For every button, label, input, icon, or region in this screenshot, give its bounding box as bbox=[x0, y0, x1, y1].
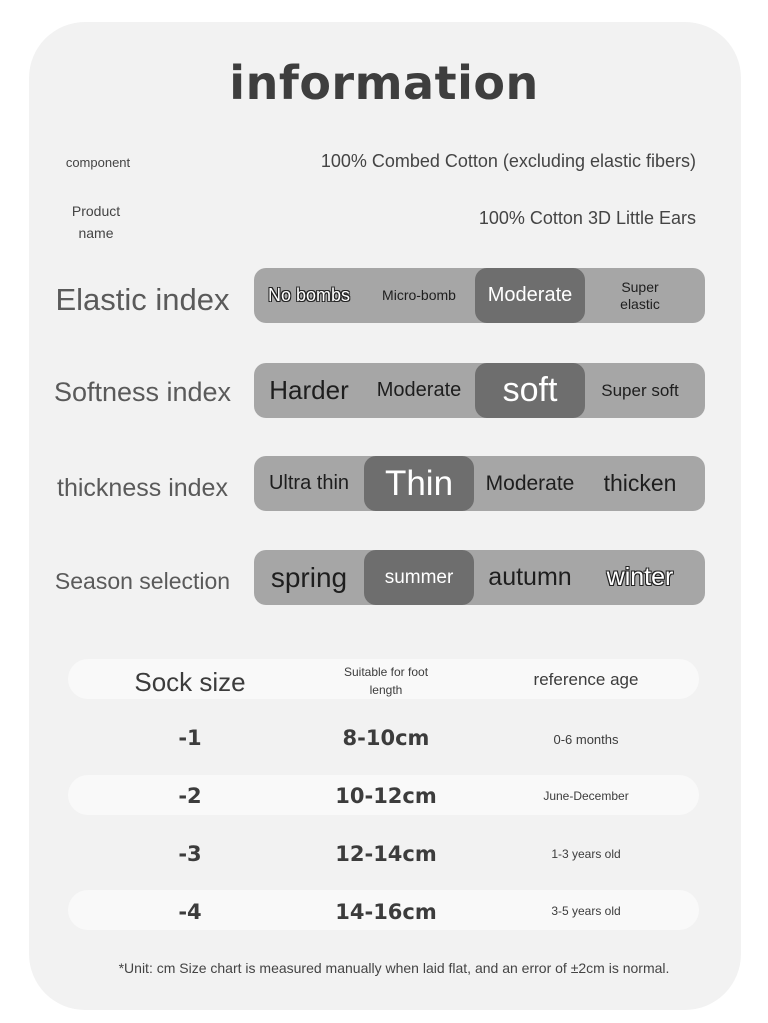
page-title: information bbox=[229, 56, 539, 110]
thickness-index-bar bbox=[254, 456, 705, 511]
softness-index-bar bbox=[254, 363, 705, 418]
product-name-value: 100% Cotton 3D Little Ears bbox=[478, 208, 696, 228]
elastic-option-moderate-selected: Moderate bbox=[475, 268, 585, 323]
table-row-2-length: 10-12cm bbox=[335, 784, 437, 808]
season-selection-bar bbox=[254, 550, 705, 605]
footnote: *Unit: cm Size chart is measured manually when laid flat, and an error of ±2cm is normal. bbox=[118, 960, 670, 976]
table-row-1-age: 0-6 months bbox=[553, 732, 619, 747]
elastic-option-super-elastic: Super elastic bbox=[620, 278, 660, 312]
softness-index-label: Softness index bbox=[53, 377, 232, 407]
thickness-index-label: thickness index bbox=[57, 474, 228, 502]
softness-option-harder: Harder bbox=[269, 375, 349, 405]
thickness-option-ultra-thin: Ultra thin bbox=[268, 472, 350, 494]
component-label: component bbox=[65, 155, 131, 170]
component-value: 100% Combed Cotton (excluding elastic fibers) bbox=[320, 151, 696, 171]
season-option-winter: winter bbox=[606, 563, 674, 591]
table-row-1-length: 8-10cm bbox=[342, 726, 430, 750]
table-row-4-age: 3-5 years old bbox=[551, 904, 621, 918]
table-row-2-age: June-December bbox=[543, 789, 629, 803]
product-name-label: Product name bbox=[71, 203, 121, 241]
season-option-summer-selected: summer bbox=[364, 550, 474, 605]
elastic-index-bar bbox=[254, 268, 705, 323]
table-row-3-size: -3 bbox=[178, 842, 202, 866]
thickness-option-moderate: Moderate bbox=[485, 472, 575, 495]
softness-option-soft-selected: soft bbox=[475, 363, 585, 418]
header-sock-size: Sock size bbox=[134, 667, 246, 697]
table-row-4-size: -4 bbox=[178, 900, 202, 924]
elastic-index-label: Elastic index bbox=[55, 282, 230, 317]
header-reference-age: reference age bbox=[533, 670, 639, 689]
softness-option-super-soft: Super soft bbox=[601, 381, 679, 400]
elastic-option-no-bombs: No bombs bbox=[267, 285, 351, 305]
table-row-3-age: 1-3 years old bbox=[551, 847, 621, 861]
softness-option-moderate: Moderate bbox=[376, 379, 462, 401]
season-option-spring: spring bbox=[270, 562, 348, 593]
header-foot-length: Suitable for foot length bbox=[343, 665, 429, 697]
thickness-option-thin-selected: Thin bbox=[364, 456, 474, 511]
season-option-autumn: autumn bbox=[488, 563, 572, 591]
thickness-option-thicken: thicken bbox=[603, 470, 677, 496]
table-row-4-length: 14-16cm bbox=[335, 900, 437, 924]
table-row-2-size: -2 bbox=[178, 784, 202, 808]
table-row-3-length: 12-14cm bbox=[335, 842, 437, 866]
season-selection-label: Season selection bbox=[54, 568, 231, 594]
table-row-1-size: -1 bbox=[178, 726, 202, 750]
elastic-option-micro-bomb: Micro-bomb bbox=[382, 287, 456, 303]
